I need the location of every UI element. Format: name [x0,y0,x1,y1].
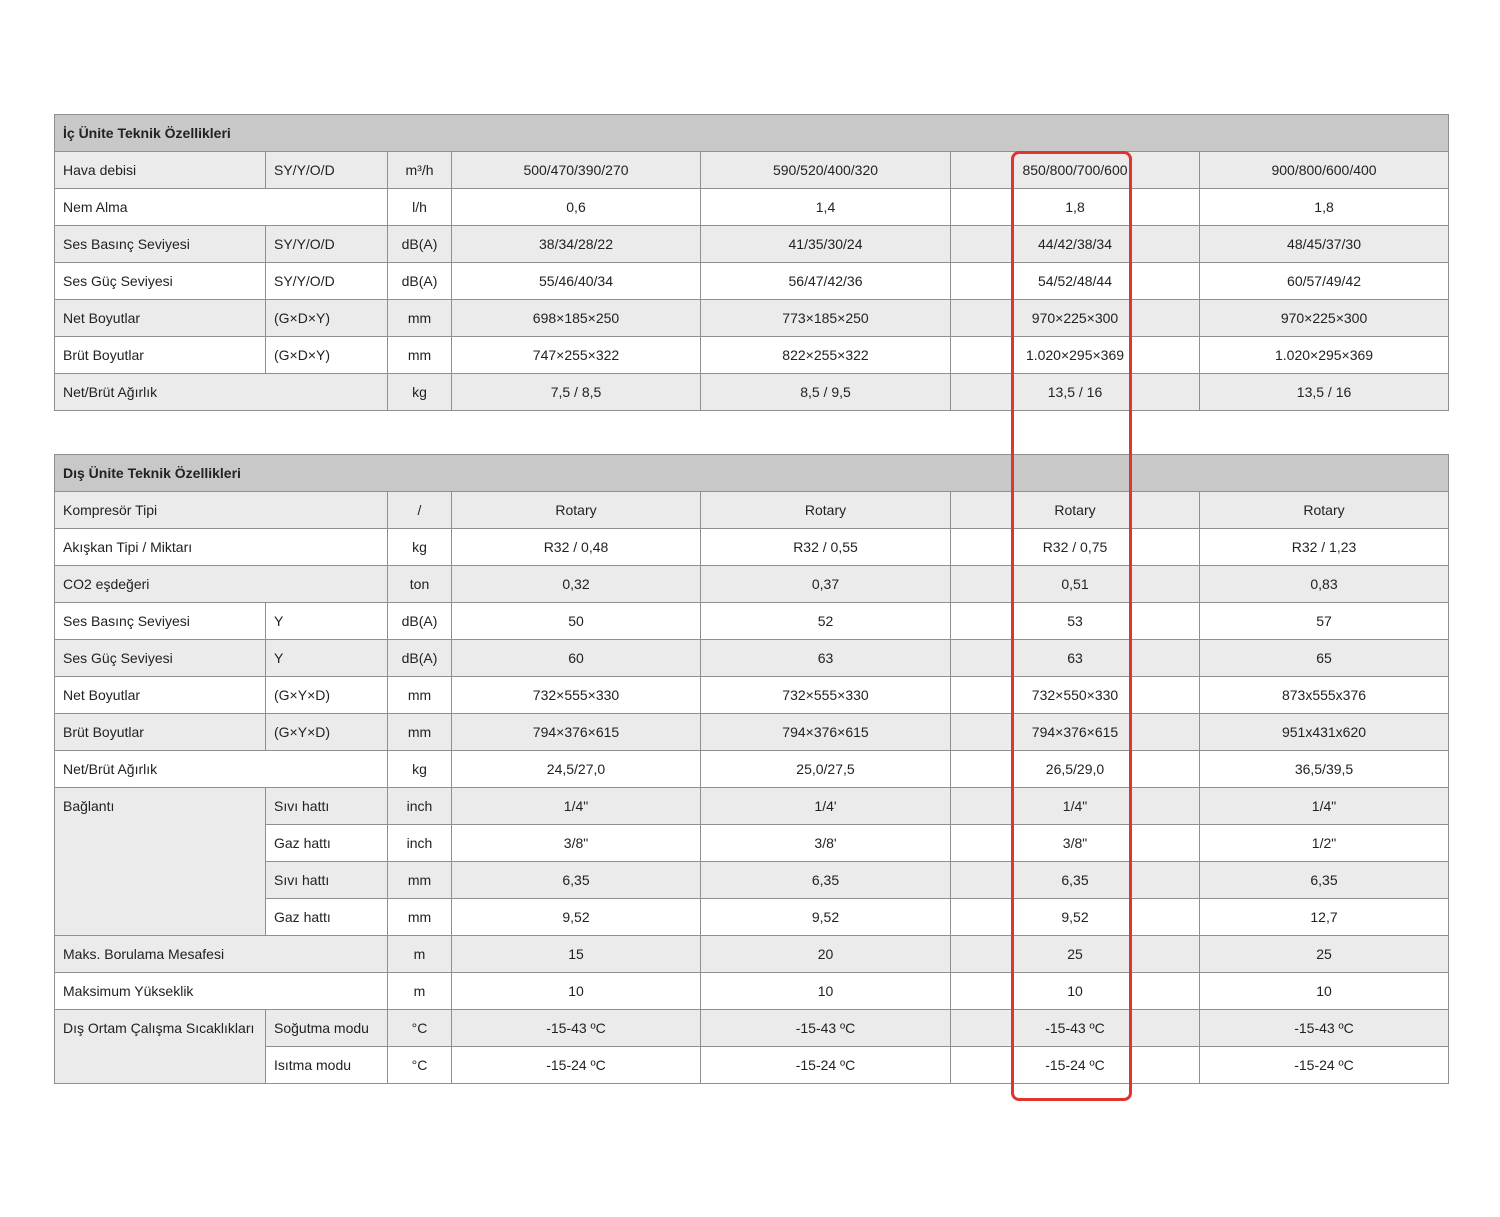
table-row [55,263,1449,300]
model-1-value: 60 [452,640,701,677]
model-1-value: 9,52 [452,899,701,936]
model-3-value: 1/4" [951,788,1200,825]
model-3-value: 794×376×615 [951,714,1200,751]
model-3-value: 54/52/48/44 [951,263,1200,300]
model-2-value: 9,52 [701,899,951,936]
row-unit: mm [388,714,452,751]
model-2-value: -15-43 ºC [701,1010,951,1047]
row-unit: °C [388,1010,452,1047]
table-row [55,152,1449,189]
model-4-value: R32 / 1,23 [1200,529,1449,566]
model-3-value: Rotary [951,492,1200,529]
model-3-value: 10 [951,973,1200,1010]
model-4-value: -15-43 ºC [1200,1010,1449,1047]
row-label: Brüt Boyutlar [55,337,266,374]
row-label: Ses Basınç Seviyesi [55,603,266,640]
row-condition: Soğutma modu [266,1010,388,1047]
row-unit: / [388,492,452,529]
row-unit: dB(A) [388,640,452,677]
model-2-value: 773×185×250 [701,300,951,337]
table-row [55,226,1449,263]
model-2-value: 52 [701,603,951,640]
row-condition: SY/Y/O/D [266,152,388,189]
row-label: CO2 eşdeğeri [55,566,388,603]
row-unit: mm [388,899,452,936]
table-row [55,529,1449,566]
model-4-value: 36,5/39,5 [1200,751,1449,788]
indoor-title-row [55,115,1449,152]
model-2-value: 20 [701,936,951,973]
row-label: Net/Brüt Ağırlık [55,751,388,788]
model-3-value: 970×225×300 [951,300,1200,337]
table-row [55,936,1449,973]
model-1-value: 747×255×322 [452,337,701,374]
outdoor-title-row [55,455,1449,492]
model-4-value: Rotary [1200,492,1449,529]
model-2-value: 63 [701,640,951,677]
row-label: Kompresör Tipi [55,492,388,529]
row-label: Net Boyutlar [55,677,266,714]
model-3-value: -15-43 ºC [951,1010,1200,1047]
model-1-value: 15 [452,936,701,973]
row-unit: mm [388,862,452,899]
row-label: Net Boyutlar [55,300,266,337]
model-4-value: 60/57/49/42 [1200,263,1449,300]
row-unit: kg [388,751,452,788]
table-row [55,751,1449,788]
row-condition: Gaz hattı [266,899,388,936]
row-condition: Sıvı hattı [266,862,388,899]
model-1-value: 3/8" [452,825,701,862]
model-4-value: 951x431x620 [1200,714,1449,751]
row-condition: SY/Y/O/D [266,226,388,263]
row-unit: ton [388,566,452,603]
model-3-value: 850/800/700/600 [951,152,1200,189]
row-condition: (G×D×Y) [266,300,388,337]
table-row [55,677,1449,714]
row-label: Maks. Borulama Mesafesi [55,936,388,973]
model-1-value: 38/34/28/22 [452,226,701,263]
row-label: Dış Ortam Çalışma Sıcaklıkları [55,1010,266,1084]
model-4-value: 48/45/37/30 [1200,226,1449,263]
table-row [55,374,1449,411]
row-unit: mm [388,337,452,374]
row-unit: inch [388,788,452,825]
model-4-value: -15-24 ºC [1200,1047,1449,1084]
model-3-value: 732×550×330 [951,677,1200,714]
model-1-value: 698×185×250 [452,300,701,337]
row-unit: mm [388,300,452,337]
model-1-value: 10 [452,973,701,1010]
model-4-value: 12,7 [1200,899,1449,936]
model-2-value: 0,37 [701,566,951,603]
model-1-value: 794×376×615 [452,714,701,751]
model-4-value: 65 [1200,640,1449,677]
row-unit: m³/h [388,152,452,189]
model-2-value: 25,0/27,5 [701,751,951,788]
row-condition: Y [266,603,388,640]
model-2-value: 822×255×322 [701,337,951,374]
model-2-value: 6,35 [701,862,951,899]
model-1-value: 0,32 [452,566,701,603]
model-4-value: 57 [1200,603,1449,640]
model-4-value: 1.020×295×369 [1200,337,1449,374]
table-row [55,603,1449,640]
model-1-value: 500/470/390/270 [452,152,701,189]
model-2-value: 8,5 / 9,5 [701,374,951,411]
model-2-value: Rotary [701,492,951,529]
row-label: Akışkan Tipi / Miktarı [55,529,388,566]
model-3-value: 0,51 [951,566,1200,603]
model-1-value: 24,5/27,0 [452,751,701,788]
table-row [55,788,1449,825]
row-condition: (G×Y×D) [266,677,388,714]
table-row [55,337,1449,374]
model-2-value: 10 [701,973,951,1010]
table-row [55,1010,1449,1047]
model-1-value: 0,6 [452,189,701,226]
model-3-value: 9,52 [951,899,1200,936]
model-3-value: 13,5 / 16 [951,374,1200,411]
row-unit: °C [388,1047,452,1084]
row-unit: m [388,936,452,973]
indoor-unit-spec-table [54,114,1449,411]
model-2-value: R32 / 0,55 [701,529,951,566]
model-2-value: 794×376×615 [701,714,951,751]
model-4-value: 873x555x376 [1200,677,1449,714]
model-2-value: 1/4' [701,788,951,825]
model-2-value: 590/520/400/320 [701,152,951,189]
row-unit: inch [388,825,452,862]
model-4-value: 6,35 [1200,862,1449,899]
row-unit: l/h [388,189,452,226]
row-condition: Isıtma modu [266,1047,388,1084]
row-condition: Gaz hattı [266,825,388,862]
table-row [55,566,1449,603]
model-1-value: Rotary [452,492,701,529]
model-4-value: 10 [1200,973,1449,1010]
model-3-value: 3/8" [951,825,1200,862]
row-label: Bağlantı [55,788,266,936]
model-2-value: 732×555×330 [701,677,951,714]
row-label: Maksimum Yükseklik [55,973,388,1010]
row-label: Hava debisi [55,152,266,189]
model-4-value: 1/4" [1200,788,1449,825]
model-4-value: 970×225×300 [1200,300,1449,337]
row-label: Ses Güç Seviyesi [55,263,266,300]
model-4-value: 13,5 / 16 [1200,374,1449,411]
model-4-value: 1,8 [1200,189,1449,226]
model-2-value: 41/35/30/24 [701,226,951,263]
model-1-value: -15-43 ºC [452,1010,701,1047]
row-unit: dB(A) [388,226,452,263]
model-3-value: 26,5/29,0 [951,751,1200,788]
row-condition: (G×D×Y) [266,337,388,374]
row-condition: SY/Y/O/D [266,263,388,300]
row-unit: kg [388,529,452,566]
model-1-value: 50 [452,603,701,640]
row-unit: mm [388,677,452,714]
row-unit: dB(A) [388,603,452,640]
table-row [55,714,1449,751]
model-3-value: 1,8 [951,189,1200,226]
table-row [55,189,1449,226]
outdoor-unit-spec-table [54,454,1449,1084]
model-2-value: 3/8' [701,825,951,862]
model-2-value: -15-24 ºC [701,1047,951,1084]
model-1-value: 7,5 / 8,5 [452,374,701,411]
model-4-value: 25 [1200,936,1449,973]
row-label: Ses Güç Seviyesi [55,640,266,677]
table-row [55,640,1449,677]
outdoor-section-title: Dış Ünite Teknik Özellikleri [55,455,1449,492]
model-4-value: 0,83 [1200,566,1449,603]
row-label: Nem Alma [55,189,388,226]
model-4-value: 900/800/600/400 [1200,152,1449,189]
model-3-value: 53 [951,603,1200,640]
model-3-value: R32 / 0,75 [951,529,1200,566]
model-4-value: 1/2" [1200,825,1449,862]
table-row [55,492,1449,529]
model-1-value: 6,35 [452,862,701,899]
row-label: Brüt Boyutlar [55,714,266,751]
row-unit: m [388,973,452,1010]
model-1-value: 55/46/40/34 [452,263,701,300]
model-1-value: -15-24 ºC [452,1047,701,1084]
row-condition: Sıvı hattı [266,788,388,825]
model-1-value: R32 / 0,48 [452,529,701,566]
model-2-value: 1,4 [701,189,951,226]
model-2-value: 56/47/42/36 [701,263,951,300]
indoor-section-title: İç Ünite Teknik Özellikleri [55,115,1449,152]
model-3-value: 6,35 [951,862,1200,899]
row-condition: Y [266,640,388,677]
row-label: Ses Basınç Seviyesi [55,226,266,263]
table-row [55,973,1449,1010]
row-unit: dB(A) [388,263,452,300]
model-3-value: 63 [951,640,1200,677]
model-1-value: 1/4" [452,788,701,825]
row-condition: (G×Y×D) [266,714,388,751]
model-3-value: 44/42/38/34 [951,226,1200,263]
model-3-value: 25 [951,936,1200,973]
model-3-value: -15-24 ºC [951,1047,1200,1084]
table-row [55,300,1449,337]
row-label: Net/Brüt Ağırlık [55,374,388,411]
row-unit: kg [388,374,452,411]
model-1-value: 732×555×330 [452,677,701,714]
model-3-value: 1.020×295×369 [951,337,1200,374]
